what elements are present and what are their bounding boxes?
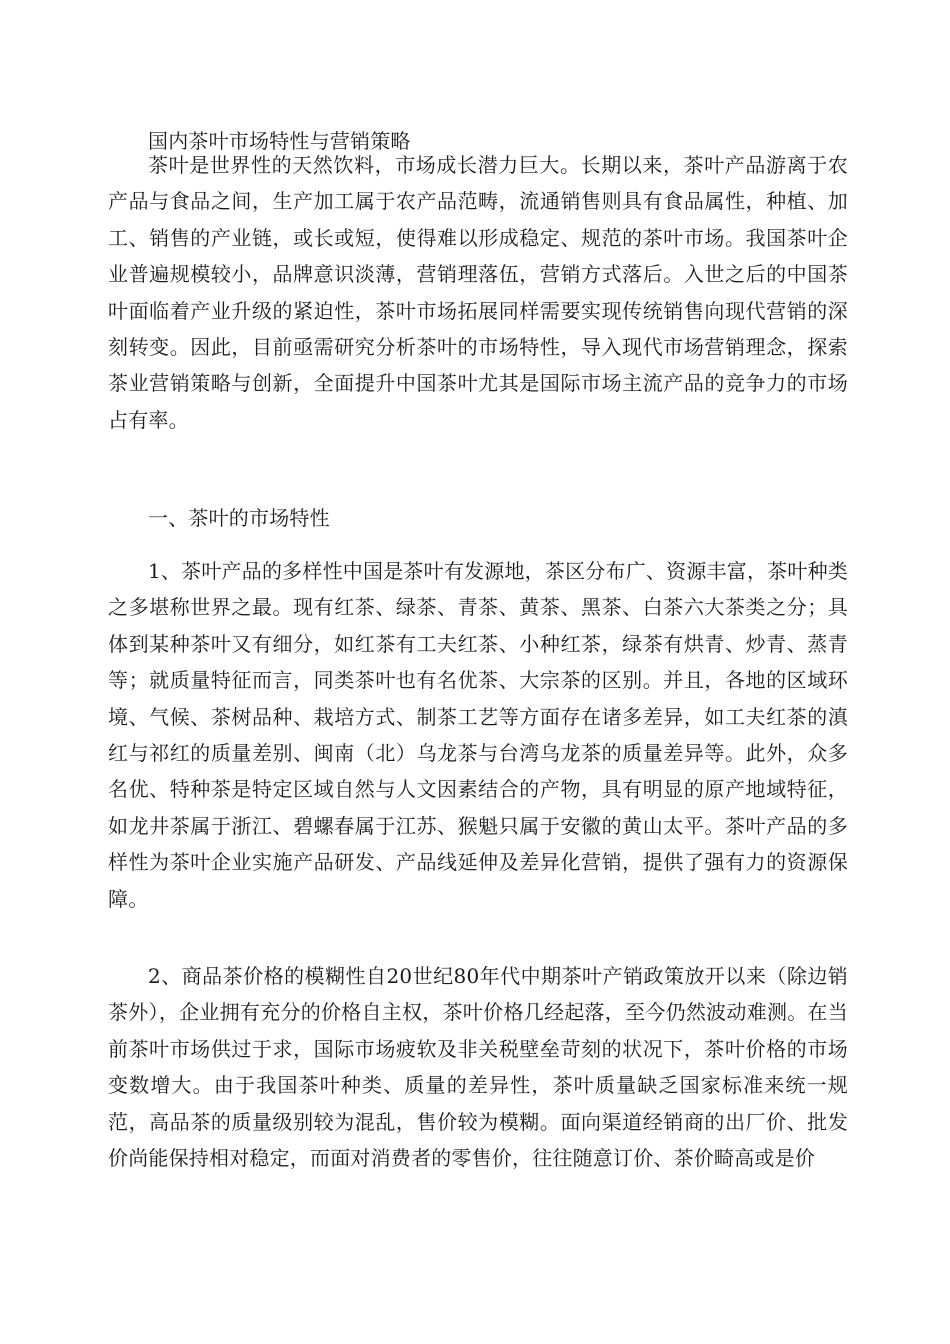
intro-paragraph: 茶叶是世界性的天然饮料，市场成长潜力巨大。长期以来，茶叶产品游离于农产品与食品之间，生产加工属于农产品范畴，流通销售则具有食品属性，种植、加工、销售的产业链，或长或短，使得难以形成稳定、规范的茶叶市场。我国茶叶企业普遍规模较小，品牌意识淡薄，营销理落伍，营销方式落后。入世之后的中国茶叶面临着产业升级的紧迫性，茶叶市场拓展同样需要实现传统销售向现代营销的深刻转变。因此，目前亟需研究分析茶叶的市场特性，导入现代市场营销理念，探索茶业营销策略与创新，全面提升中国茶叶尤其是国际市场主流产品的竞争力的市场占有率。 — [108, 153, 848, 432]
section-heading: 一、茶叶的市场特性 — [148, 506, 330, 530]
paragraph-product-diversity: 1、茶叶产品的多样性中国是茶叶有发源地，茶区分布广、资源丰富，茶叶种类之多堪称世界之最。现有红茶、绿茶、青茶、黄茶、黑茶、白茶六大茶类之分；具体到某种茶叶又有细分，如红茶有工夫红茶、小种红茶，绿茶有烘青、炒青、蒸青等；就质量特征而言，同类茶叶也有名优茶、大宗茶的区别。并且，各地的区域环境、气候、茶树品种、栽培方式、制茶工艺等方面存在诸多差异，如工夫红茶的滇红与祁红的质量差别、闽南（北）乌龙茶与台湾乌龙茶的质量差异等。此外，众多名优、特种茶是特定区域自然与人文因素结合的产物，具有明显的原产地域特征，如龙井茶属于浙江、碧螺春属于江苏、猴魁只属于安徽的黄山太平。茶叶产品的多样性为茶叶企业实施产品研发、产品线延伸及差异化营销，提供了强有力的资源保障。 — [108, 559, 848, 911]
paragraph-price-ambiguity: 2、商品茶价格的模糊性自20世纪80年代中期茶叶产销政策放开以来（除边销茶外），企业拥有充分的价格自主权，茶叶价格几经起落，至今仍然波动难测。在当前茶叶市场供过于求，国际市场疲软及非关税壁垒苛刻的状况下，茶叶价格的市场变数增大。由于我国茶叶种类、质量的差异性，茶叶质量缺乏国家标准来统一规范，高品茶的质量级别较为混乱，售价较为模糊。面向渠道经销商的出厂价、批发价尚能保持相对稳定，而面对消费者的零售价，往往随意订价、茶价畸高或是价 — [108, 964, 848, 1171]
document-title: 国内茶叶市场特性与营销策略 — [148, 129, 411, 153]
